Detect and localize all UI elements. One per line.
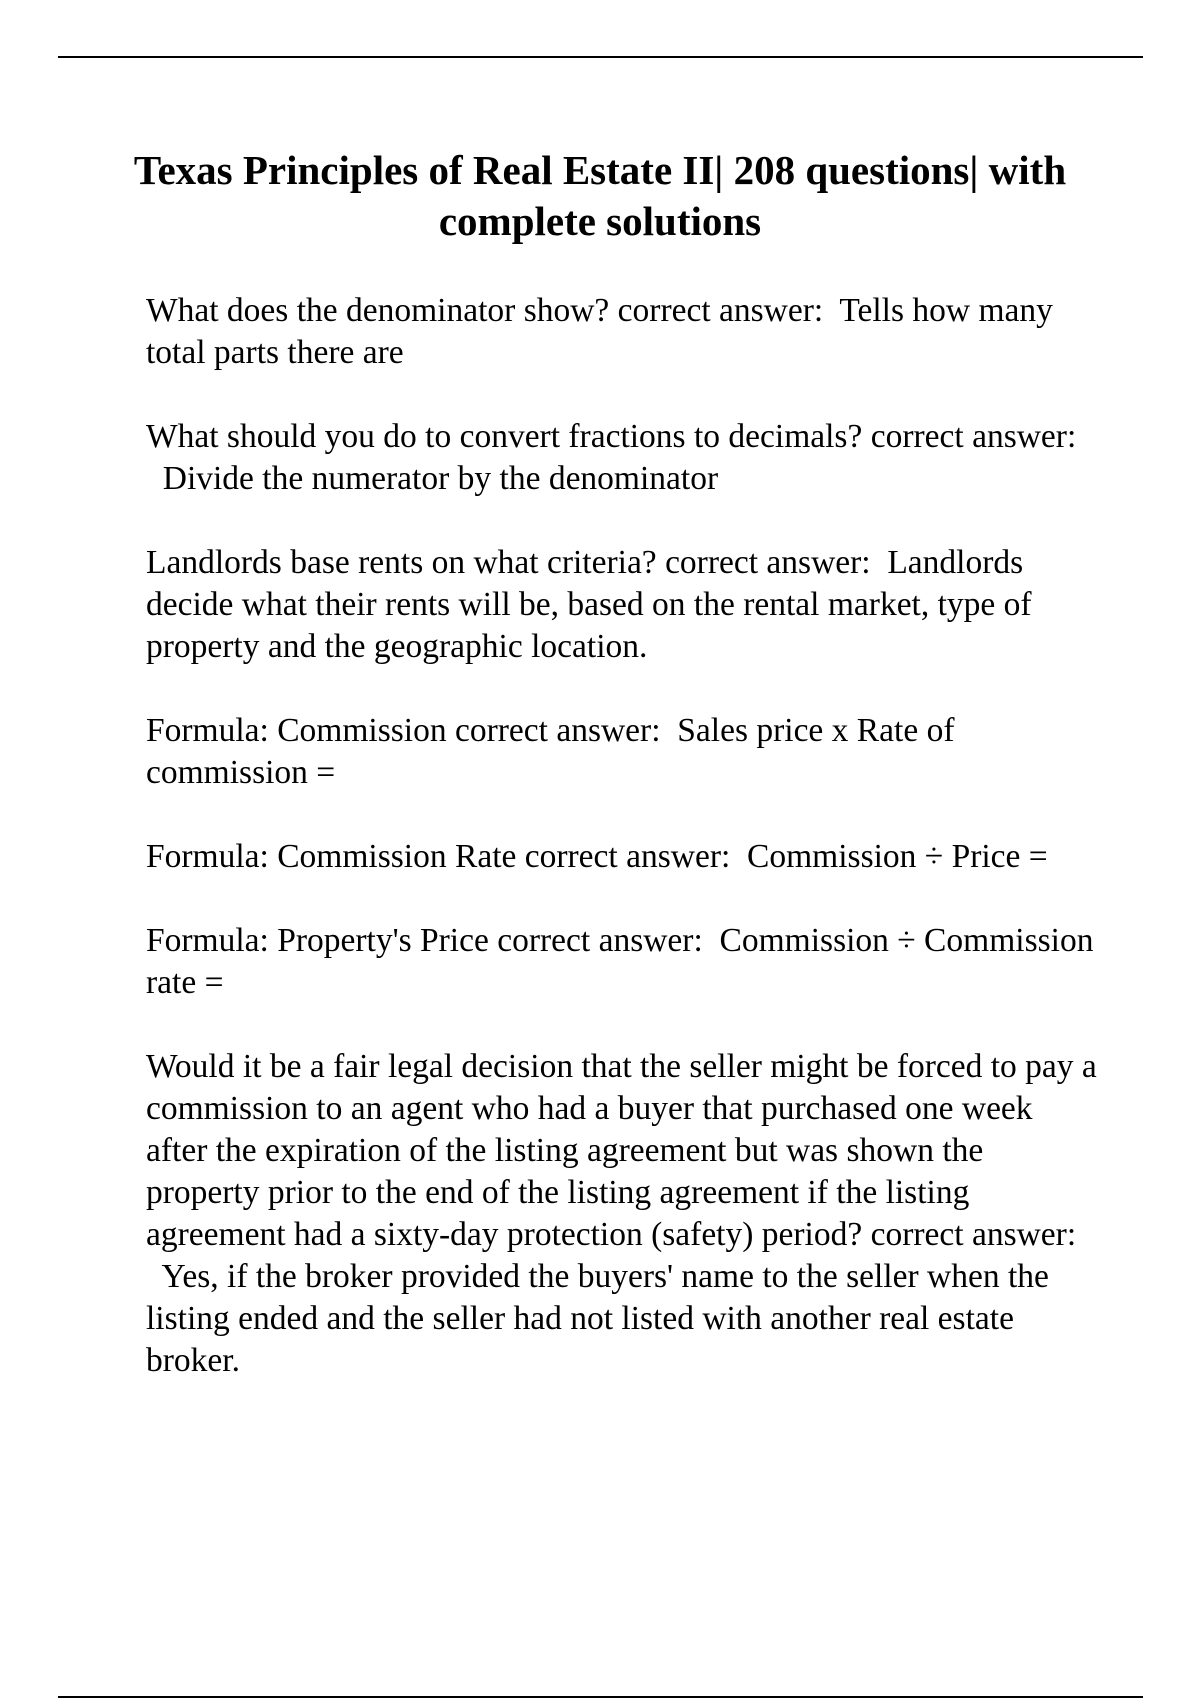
answer-text: Divide the numerator by the denominator bbox=[162, 460, 719, 497]
answer-text: Yes, if the broker provided the buyers' name to the seller when the listing ended and the seller had not listed with another real estate broker. bbox=[146, 1258, 1049, 1379]
question-text: Formula: Property's Price bbox=[146, 922, 489, 959]
answer-text: Landlords decide what their rents will be, based on the rental market, type of property and the geographic location. bbox=[146, 544, 1032, 665]
qa-list bbox=[146, 290, 1101, 1424]
qa-item bbox=[146, 836, 1101, 878]
qa-item bbox=[146, 416, 1101, 500]
question-text: What should you do to convert fractions to decimals? bbox=[146, 418, 863, 455]
answer-label: correct answer: bbox=[870, 418, 1077, 455]
qa-item bbox=[146, 290, 1101, 374]
qa-item bbox=[146, 542, 1101, 668]
answer-text: Commission ÷ Commission rate = bbox=[146, 922, 1094, 1001]
answer-label: correct answer: bbox=[617, 292, 824, 329]
answer-label: correct answer: bbox=[524, 838, 731, 875]
qa-item bbox=[146, 920, 1101, 1004]
question-text: Would it be a fair legal decision that the seller might be forced to pay a commission to an agent who had a buyer that purchased one week after the expiration of the listing agreement but was shown the property prior to the end of the listing agreement if the listing agreement had a sixty-day protection (safety) period? bbox=[146, 1048, 1097, 1253]
question-text: Formula: Commission Rate bbox=[146, 838, 517, 875]
answer-label: correct answer: bbox=[870, 1216, 1077, 1253]
document-title: Texas Principles of Real Estate II| 208 questions| with complete solutions bbox=[133, 147, 1067, 244]
bottom-rule bbox=[58, 1696, 1143, 1698]
qa-item bbox=[146, 710, 1101, 794]
question-text: Formula: Commission bbox=[146, 712, 447, 749]
question-text: Landlords base rents on what criteria? bbox=[146, 544, 657, 581]
question-text: What does the denominator show? bbox=[146, 292, 610, 329]
answer-label: correct answer: bbox=[497, 922, 703, 959]
qa-item bbox=[146, 1046, 1101, 1382]
answer-label: correct answer: bbox=[454, 712, 661, 749]
answer-text: Sales price x Rate of commission = bbox=[146, 712, 955, 791]
answer-label: correct answer: bbox=[665, 544, 871, 581]
answer-text: Tells how many total parts there are bbox=[146, 292, 1053, 371]
top-rule bbox=[58, 56, 1143, 58]
answer-text: Commission ÷ Price = bbox=[747, 838, 1048, 875]
